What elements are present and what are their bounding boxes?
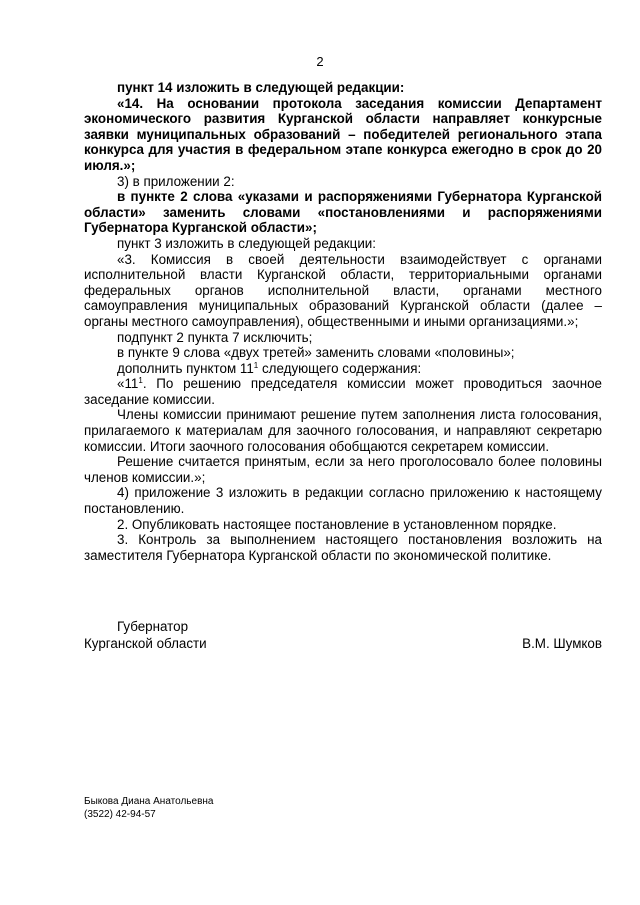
- paragraph: 2. Опубликовать настоящее постановление в установленном порядке.: [117, 516, 557, 532]
- paragraph: пункт 14 изложить в следующей редакции:: [117, 80, 405, 95]
- paragraph: подпункт 2 пункта 7 исключить;: [117, 329, 313, 345]
- document-body: [84, 80, 602, 563]
- paragraph: «$11^1$. По решению председателя комиссии может проводиться заочное заседание комиссии.: [84, 376, 602, 407]
- paragraph: Члены комиссии принимают решение путем заполнения листа голосования, прилагаемого к материалам для заочного голосования, и направляют секретарю комиссии. Итоги заочного голосования обобщаются секретарем комиссии.: [84, 407, 602, 454]
- signature-title-line-2: Курганской области: [84, 636, 207, 651]
- paragraph: 3) в приложении 2:: [117, 173, 235, 189]
- paragraph: пункт 3 изложить в следующей редакции:: [117, 235, 376, 251]
- paragraph: «3. Комиссия в своей деятельности взаимодействует с органами исполнительной власти Курганской области, территориальными органами федеральных органов исполнительной власти, органами местного самоуправления муниципальных образований Курганской области (далее – органы местного самоуправления), общественными и иными организациями.»;: [84, 251, 602, 329]
- paragraph: дополнить пунктом $11^1$ следующего содержания:: [117, 360, 422, 376]
- executor-info: [84, 795, 213, 821]
- signature-title: [84, 618, 207, 652]
- signature-title-line-1: Губернатор: [117, 619, 189, 634]
- signature-name: В.М. Шумков: [522, 636, 602, 651]
- page-number: 2: [316, 54, 324, 69]
- executor-phone: (3522) 42-94-57: [84, 809, 156, 820]
- paragraph: в пункте 9 слова «двух третей» заменить словами «половины»;: [117, 345, 515, 361]
- paragraph: «14. На основании протокола заседания комиссии Департамент экономического развития Курганской области направляет конкурсные заявки муниципальных образований – победителей регионального этапа конкурса для участия в федеральном этапе конкурса ежегодно в срок до 20 июля.»;: [84, 95, 602, 173]
- paragraph: в пункте 2 слова «указами и распоряжениями Губернатора Курганской области» заменить словами «постановлениями и распоряжениями Губернатора Курганской области»;: [84, 189, 602, 236]
- paragraph: 3. Контроль за выполнением настоящего постановления возложить на заместителя Губернатора Курганской области по экономической политике.: [84, 532, 602, 563]
- executor-name: Быкова Диана Анатольевна: [84, 796, 214, 807]
- paragraph: Решение считается принятым, если за него проголосовало более половины членов комиссии.»;: [84, 454, 602, 485]
- paragraph: 4) приложение 3 изложить в редакции согласно приложению к настоящему постановлению.: [84, 485, 602, 517]
